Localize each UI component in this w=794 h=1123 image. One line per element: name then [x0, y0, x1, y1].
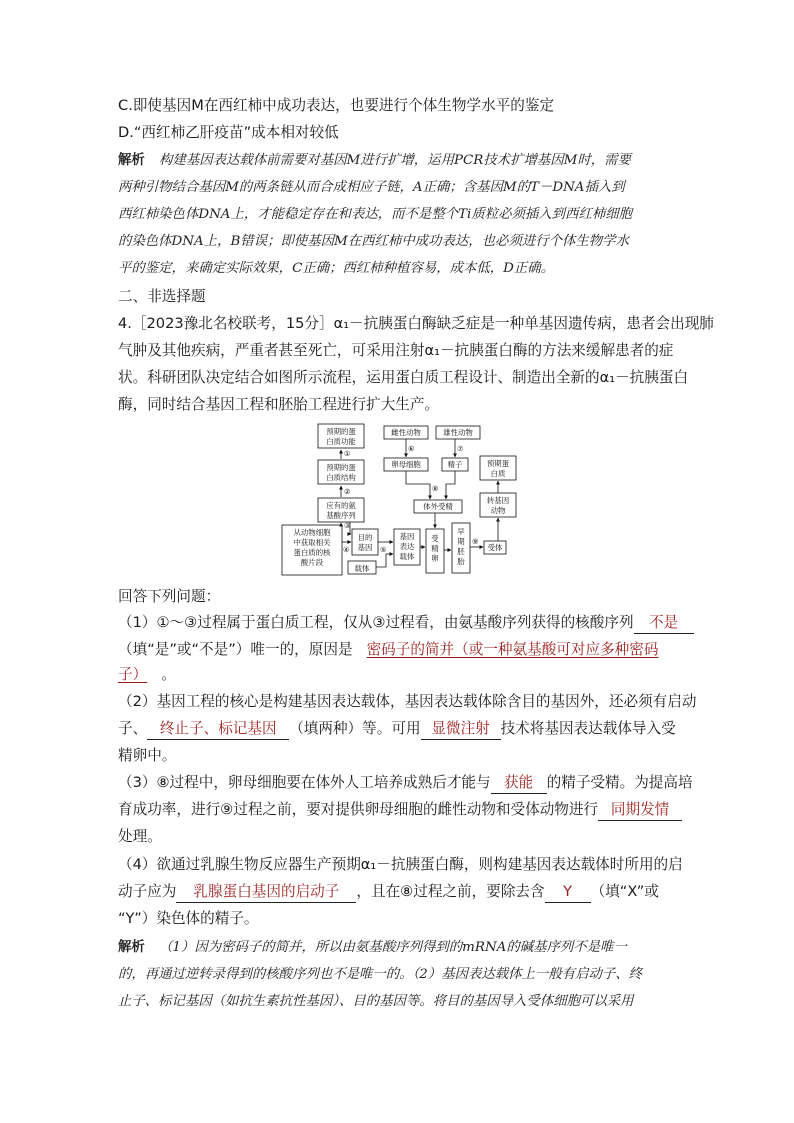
q2-answer-1: 终止子、标记基因: [147, 719, 289, 740]
box-b1: [326, 427, 356, 446]
svg-text:雌性动物: 雌性动物: [391, 428, 421, 437]
svg-text:载体: 载体: [399, 552, 415, 561]
q1-line-3: 子） 。: [118, 666, 176, 683]
explanation2-line-1: 解析 （1）因为密码子的简并，所以由氨基酸序列得到的mRNA的碱基序列不是唯一: [118, 940, 627, 955]
step-9: ⑨: [472, 537, 479, 546]
svg-text:体外受精: 体外受精: [423, 502, 453, 511]
explanation2-tag: 解析: [118, 940, 145, 955]
box-b14: [457, 527, 465, 566]
svg-text:基因: 基因: [399, 532, 415, 541]
step-8: ⑧: [432, 484, 439, 493]
box-b10: [391, 460, 421, 469]
step-5: ⑤: [380, 545, 387, 554]
explanation2-line-2: 的，再通过逆转录得到的核酸序列也不是唯一的。（2）基因表达载体上一般有启动子、终: [118, 967, 643, 982]
svg-text:表达: 表达: [399, 542, 415, 551]
svg-text:期: 期: [457, 537, 465, 546]
svg-text:酸片段: 酸片段: [300, 558, 324, 567]
q2-answer-2: 显微注射: [421, 719, 501, 740]
svg-text:蛋白质的核: 蛋白质的核: [293, 548, 331, 557]
box-b4: [294, 528, 332, 567]
option-d: D.“西红柿乙肝疫苗”成本相对较低: [118, 124, 339, 141]
box-b9: [443, 428, 473, 437]
svg-text:动物: 动物: [490, 506, 506, 515]
q4-line-2: 动子应为 乳腺蛋白基因的启动子 ，且在⑧过程之前，要除去含 Y （填“X”或: [118, 882, 659, 903]
box-b13: [431, 534, 439, 563]
option-c: C.即使基因M在西红柿中成功表达，也要进行个体生物学水平的鉴定: [118, 97, 555, 114]
flow-diagram: [280, 422, 518, 578]
q1-answer-1: 不是: [634, 613, 694, 634]
explanation-line-5: 平的鉴定，来确定实际效果，C正确；西红柿种植容易，成本低，D正确。: [118, 261, 555, 276]
svg-text:转基因: 转基因: [486, 496, 510, 505]
svg-text:早: 早: [457, 527, 465, 536]
q2-line-3: 精卵中。: [118, 747, 177, 764]
box-b6: [355, 564, 370, 573]
explanation-line-2: 两种引物结合基因M的两条链从而合成相应子链，A正确；含基因M的T－DNA插入到: [118, 180, 625, 195]
box-b5: [358, 533, 373, 552]
explanation-tag: 解析: [118, 153, 145, 168]
svg-text:精子: 精子: [447, 460, 463, 469]
q3-line-3: 处理。: [118, 828, 162, 845]
svg-text:预期的蛋: 预期的蛋: [326, 463, 356, 472]
section-title: 二、非选择题: [118, 288, 206, 305]
question-line-3: 状。科研团队决定结合如图所示流程，运用蛋白质工程设计、制造出全新的α₁－抗胰蛋白: [118, 369, 689, 386]
box-b11: [448, 460, 463, 469]
box-b16: [487, 459, 510, 478]
step-2: ②: [344, 487, 351, 496]
svg-text:雄性动物: 雄性动物: [443, 428, 473, 437]
explanation-line-3: 西红柿染色体DNA上，才能稳定存在和表达，而不是整个Ti质粒必须插入到西红柿细胞: [118, 207, 633, 222]
question-line-1: 4.［2023豫北名校联考，15分］α₁－抗胰蛋白酶缺乏症是一种单基因遗传病，患者会出现肺: [118, 315, 714, 332]
svg-text:白质结构: 白质结构: [326, 473, 356, 482]
q3-answer-1: 获能: [491, 773, 547, 794]
svg-text:胚: 胚: [457, 547, 465, 556]
svg-text:受体: 受体: [487, 543, 503, 552]
q3-answer-2: 同期发情: [598, 800, 682, 821]
svg-text:基因: 基因: [357, 543, 373, 552]
q3-line-2: 育成功率，进行⑨过程之前，要对提供卵母细胞的雌性动物和受体动物进行 同期发情: [118, 800, 682, 821]
q1-line-2: （填“是”或“不是”）唯一的，原因是 密码子的简并（或一种氨基酸可对应多种密码: [118, 641, 659, 658]
explanation-line-4: 的染色体DNA上，B错误；即使基因M在西红柿中成功表达，也必须进行个体生物学水: [118, 234, 629, 249]
svg-text:卵: 卵: [431, 554, 439, 563]
question-line-4: 酶，同时结合基因工程和胚胎工程进行扩大生产。: [118, 396, 440, 413]
q1-answer-2: 密码子的简并（或一种氨基酸可对应多种密码: [366, 641, 659, 658]
box-b2: [326, 463, 356, 482]
svg-text:中获取相关: 中获取相关: [293, 538, 331, 547]
q1-line-1: （1）①～③过程属于蛋白质工程，仅从③过程看，由氨基酸序列获得的核酸序列 不是: [118, 613, 694, 634]
svg-text:精: 精: [431, 544, 439, 553]
step-3: ③: [344, 521, 351, 530]
answer-prompt: 回答下列问题：: [118, 588, 221, 605]
svg-text:预期蛋: 预期蛋: [486, 459, 510, 468]
question-line-2: 气肿及其他疾病，严重者甚至死亡，可采用注射α₁－抗胰蛋白酶的方法来缓解患者的症: [118, 342, 674, 359]
svg-text:应有的氨: 应有的氨: [326, 501, 356, 510]
svg-text:白质功能: 白质功能: [326, 437, 356, 446]
q4-line-3: “Y”）染色体的精子。: [118, 910, 259, 927]
svg-text:卵母细胞: 卵母细胞: [391, 460, 421, 469]
svg-text:载体: 载体: [354, 564, 370, 573]
q2-line-2: 子、 终止子、标记基因 （填两种）等。可用 显微注射 技术将基因表达载体导入受: [118, 719, 676, 740]
svg-text:基酸序列: 基酸序列: [326, 511, 356, 520]
step-4: ④: [343, 545, 350, 554]
svg-text:目的: 目的: [357, 533, 373, 542]
box-b7: [400, 532, 415, 561]
svg-text:预期的蛋: 预期的蛋: [326, 427, 356, 436]
step-1: ①: [344, 449, 351, 458]
box-b15: [488, 543, 503, 552]
box-b8: [391, 428, 421, 437]
explanation2-line-3: 止子、标记基因（如抗生素抗性基因）、目的基因等。将目的基因导入受体细胞可以采用: [118, 994, 634, 1009]
box-b12: [423, 502, 453, 511]
box-b3: [326, 501, 356, 520]
step-7: ⑦: [457, 444, 464, 453]
q4-answer-2: Y: [545, 882, 591, 903]
q2-line-1: （2）基因工程的核心是构建基因表达载体，基因表达载体除含目的基因外，还必须有启动: [118, 693, 697, 710]
box-b17: [487, 496, 509, 515]
step-6: ⑥: [408, 444, 415, 453]
svg-text:受: 受: [431, 534, 439, 543]
q4-line-1: （4）欲通过乳腺生物反应器生产预期α₁－抗胰蛋白酶，则构建基因表达载体时所用的启: [118, 856, 683, 873]
q3-line-1: （3）⑧过程中，卵母细胞要在体外人工培养成熟后才能与 获能 的精子受精。为提高培: [118, 773, 693, 794]
svg-text:从动物细胞: 从动物细胞: [293, 528, 331, 537]
svg-text:白质: 白质: [490, 469, 506, 478]
q4-answer-1: 乳腺蛋白基因的启动子: [176, 882, 356, 903]
explanation-line-1: 解析 构建基因表达载体前需要对基因M进行扩增，运用PCR技术扩增基因M时，需要: [118, 153, 631, 168]
svg-text:胎: 胎: [457, 557, 465, 566]
